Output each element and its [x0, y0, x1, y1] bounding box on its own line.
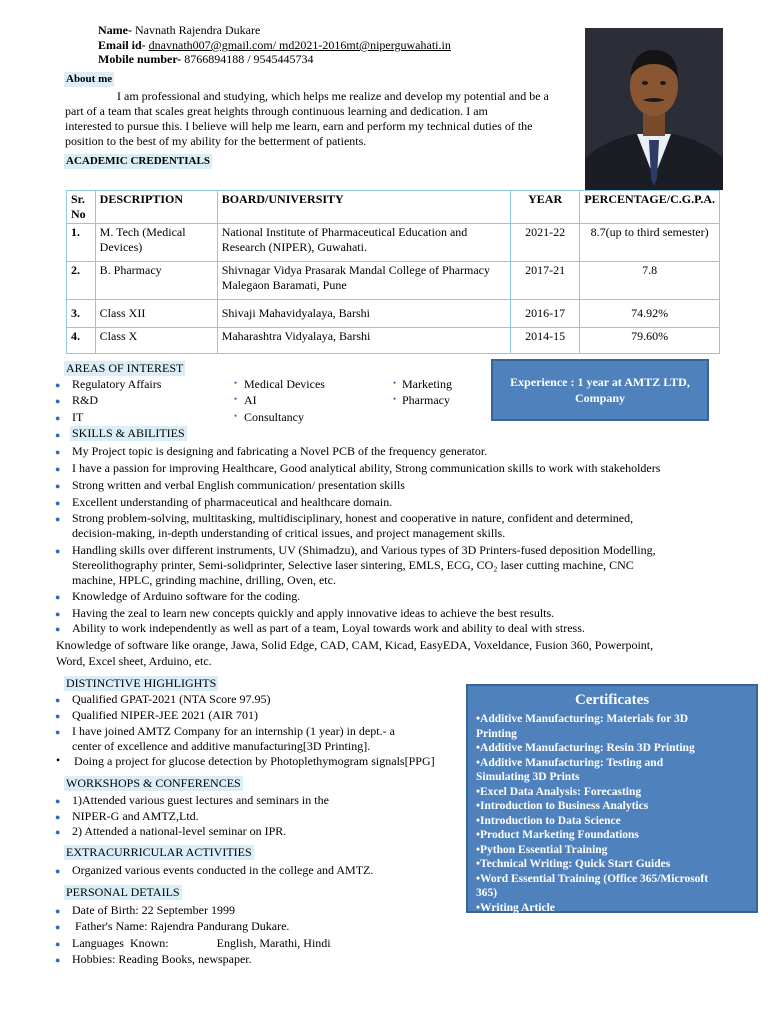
bullet-dot-icon: ●: [55, 922, 61, 932]
skill-item: Ability to work independently as well as part of a team, Loyal towards work and ability to deal with stress.: [72, 621, 585, 635]
skill-item: I have a passion for improving Healthcare, Good analytical ability, Strong communication skills to work with stakeholders: [72, 461, 661, 475]
academic-table: [66, 190, 720, 354]
bullet-dot-icon: ●: [55, 514, 61, 524]
col-header-year: YEAR: [511, 191, 580, 224]
cell-year: 2017-21: [511, 262, 580, 300]
bullet-dot-icon: ●: [55, 592, 61, 602]
workshop-item: 1)Attended various guest lectures and seminars in the: [72, 793, 329, 807]
bullet-dot-icon: ●: [55, 609, 61, 619]
skill-item: Excellent understanding of pharmaceutical and healthcare domain.: [72, 495, 393, 509]
name-line: [98, 23, 260, 38]
cell-board: National Institute of Pharmaceutical Education and Research (NIPER), Guwahati.: [217, 224, 510, 262]
bullet-dot-icon: •: [56, 753, 61, 767]
highlight-item: Qualified NIPER-JEE 2021 (AIR 701): [72, 708, 258, 722]
certificate-item: •Introduction to Data Science: [476, 814, 621, 827]
software-line: Word, Excel sheet, Arduino, etc.: [56, 654, 212, 668]
certificate-item-continued: Simulating 3D Prints: [476, 771, 580, 783]
cell-sr: 2.: [67, 262, 96, 300]
certificate-item: •Excel Data Analysis: Forecasting: [476, 785, 642, 798]
bullet-dot-icon: ●: [55, 396, 61, 406]
cell-description: M. Tech (Medical Devices): [95, 224, 217, 262]
table-row: [67, 224, 720, 262]
bullet-dot-icon: ●: [55, 498, 61, 508]
bullet-dot-icon: •: [234, 411, 238, 421]
cell-description: Class XII: [95, 300, 217, 328]
area-item: Regulatory Affairs: [72, 377, 162, 391]
bullet-dot-icon: ●: [55, 464, 61, 474]
bullet-dot-icon: •: [393, 378, 397, 388]
highlights-heading: DISTINCTIVE HIGHLIGHTS: [66, 676, 217, 690]
about-paragraph: [65, 89, 580, 149]
cell-description: B. Pharmacy: [95, 262, 217, 300]
certificate-item: •Additive Manufacturing: Testing and: [476, 756, 664, 769]
bullet-dot-icon: ●: [55, 380, 61, 390]
about-line: position to the best of my ability for the betterment of patients.: [65, 134, 367, 148]
highlight-item-continued: center of excellence and additive manufacturing[3D Printing].: [72, 739, 371, 753]
table-header-row: [67, 191, 720, 224]
certificate-item-continued: 365): [476, 887, 498, 899]
bullet-dot-icon: ●: [55, 430, 61, 440]
mobile-line: [98, 52, 314, 67]
cell-percentage: 7.8: [580, 262, 720, 300]
certificate-item-continued: Printing: [476, 727, 517, 740]
bullet-dot-icon: •: [234, 394, 238, 404]
extracurricular-item: Organized various events conducted in the college and AMTZ.: [72, 863, 374, 877]
col-header-percentage: PERCENTAGE/C.G.P.A.: [580, 191, 720, 224]
cell-board: Shivnagar Vidya Prasarak Mandal College of Pharmacy Malegaon Baramati, Pune: [217, 262, 510, 300]
email-label: Email id-: [98, 38, 146, 52]
table-row: [67, 300, 720, 328]
certificate-item: •Additive Manufacturing: Materials for 3D: [476, 713, 689, 725]
area-item: AI: [244, 393, 257, 407]
cell-board: Maharashtra Vidyalaya, Barshi: [217, 328, 510, 354]
workshops-heading: WORKSHOPS & CONFERENCES: [66, 776, 241, 790]
mobile-value: 8766894188 / 9545445734: [184, 52, 314, 66]
area-item: Consultancy: [244, 410, 304, 424]
skill-item: Strong problem-solving, multitasking, multidisciplinary, honest and cooperative in nature, confident and determined,: [72, 511, 634, 525]
table-row: [67, 328, 720, 354]
area-item: Marketing: [402, 377, 452, 391]
bullet-dot-icon: •: [393, 394, 397, 404]
name-value: Navnath Rajendra Dukare: [134, 23, 261, 37]
bullet-dot-icon: ●: [55, 727, 61, 737]
email-link[interactable]: dnavnath007@gmail.com/ md2021-2016mt@niperguwahati.in: [148, 38, 451, 52]
about-line: interested to pursue this. I believe will help me learn, earn and perform my technical duties of the: [65, 119, 533, 133]
about-line: I am professional and studying, which helps me realize and develop my potential and be a: [117, 89, 549, 103]
col-header-description: DESCRIPTION: [95, 191, 217, 224]
bullet-dot-icon: ●: [55, 481, 61, 491]
area-item: IT: [72, 410, 84, 424]
certificate-item: •Python Essential Training: [476, 843, 608, 856]
certificates-heading: Certificates: [574, 692, 650, 708]
bullet-dot-icon: ●: [55, 906, 61, 916]
certificate-item: •Word Essential Training (Office 365/Microsoft: [476, 872, 709, 885]
bullet-dot-icon: ●: [55, 695, 61, 705]
table-row: [67, 262, 720, 300]
cell-sr: 1.: [67, 224, 96, 262]
skill-item: Handling skills over different instruments, UV (Shimadzu), and Various types of 3D Printers-fused deposition Modelling,: [72, 543, 656, 557]
skill-item: Strong written and verbal English communication/ presentation skills: [72, 478, 405, 492]
experience-text: Experience : 1 year at AMTZ LTD, Company: [510, 375, 690, 405]
cell-percentage: 8.7(up to third semester): [580, 224, 720, 262]
name-label: Name-: [98, 23, 132, 37]
area-item: R&D: [72, 393, 99, 407]
software-line: Knowledge of software like orange, Jawa, Solid Edge, CAD, CAM, Kicad, EasyEDA, Voxeldance, Fusion 360, Powerpoint,: [56, 638, 654, 652]
cell-sr: 4.: [67, 328, 96, 354]
cell-percentage: 79.60%: [580, 328, 720, 354]
personal-item: Hobbies: Reading Books, newspaper.: [72, 952, 252, 966]
mobile-label: Mobile number-: [98, 52, 182, 66]
workshop-item: NIPER-G and AMTZ,Ltd.: [72, 809, 199, 823]
personal-item: Father's Name: Rajendra Pandurang Dukare.: [72, 919, 290, 933]
bullet-dot-icon: ●: [55, 546, 61, 556]
extracurricular-heading: EXTRACURRICULAR ACTIVITIES: [66, 845, 252, 859]
personal-heading: PERSONAL DETAILS: [66, 885, 180, 899]
col-header-sr: Sr. No: [67, 191, 96, 224]
bullet-dot-icon: ●: [55, 827, 61, 837]
experience-box: [491, 359, 709, 421]
certificate-item: •Technical Writing: Quick Start Guides: [476, 858, 671, 870]
areas-heading: AREAS OF INTEREST: [66, 361, 184, 375]
academic-heading: ACADEMIC CREDENTIALS: [66, 155, 210, 167]
bullet-dot-icon: ●: [55, 812, 61, 822]
bullet-dot-icon: ●: [55, 447, 61, 457]
highlight-item: Qualified GPAT-2021 (NTA Score 97.95): [72, 692, 271, 706]
profile-photo: [585, 28, 723, 190]
workshop-item: 2) Attended a national-level seminar on IPR.: [72, 824, 287, 838]
about-line: part of a team that scales great heights through continuous learning and dedication. I am: [65, 104, 488, 118]
bullet-dot-icon: ●: [55, 796, 61, 806]
email-line: [98, 38, 451, 53]
personal-item: Languages Known: English, Marathi, Hindi: [72, 936, 331, 950]
skills-heading: SKILLS & ABILITIES: [72, 426, 185, 440]
highlight-item: I have joined AMTZ Company for an internship (1 year) in dept.- a: [72, 724, 395, 738]
bullet-dot-icon: ●: [55, 866, 61, 876]
certificate-item: •Writing Article: [476, 901, 555, 914]
certificate-item: •Additive Manufacturing: Resin 3D Printing: [476, 742, 695, 754]
skill-item: Knowledge of Arduino software for the coding.: [72, 589, 301, 603]
certificate-item: •Introduction to Business Analytics: [476, 800, 649, 812]
cell-year: 2014-15: [511, 328, 580, 354]
cell-board: Shivaji Mahavidyalaya, Barshi: [217, 300, 510, 328]
cell-year: 2016-17: [511, 300, 580, 328]
area-item: Medical Devices: [244, 377, 325, 391]
area-item: Pharmacy: [402, 393, 450, 407]
about-heading: About me: [66, 73, 113, 85]
certificates-box: [466, 684, 758, 913]
cell-year: 2021-22: [511, 224, 580, 262]
skill-item-continued: machine, HPLC, grinding machine, drilling, Oven, etc.: [72, 573, 336, 587]
certificate-item: •Product Marketing Foundations: [476, 829, 639, 841]
bullet-dot-icon: ●: [55, 939, 61, 949]
cell-description: Class X: [95, 328, 217, 354]
bullet-dot-icon: ●: [55, 624, 61, 634]
col-header-board: BOARD/UNIVERSITY: [217, 191, 510, 224]
bullet-dot-icon: ●: [55, 955, 61, 965]
person-portrait-icon: [585, 28, 723, 190]
highlight-item: Doing a project for glucose detection by Photoplethymogram signals[PPG]: [74, 754, 435, 768]
bullet-dot-icon: •: [234, 378, 238, 388]
cell-percentage: 74.92%: [580, 300, 720, 328]
cell-sr: 3.: [67, 300, 96, 328]
skill-item: My Project topic is designing and fabricating a Novel PCB of the frequency generator.: [72, 444, 488, 458]
personal-item: Date of Birth: 22 September 1999: [72, 903, 235, 917]
skill-item-continued: Stereolithography printer, Semi-solidprinter, Selective laser sintering, EMLS, ECG, CO₂ laser cutting machine, CNC: [72, 558, 634, 572]
bullet-dot-icon: ●: [55, 413, 61, 423]
bullet-dot-icon: ●: [55, 711, 61, 721]
skill-item: Having the zeal to learn new concepts quickly and apply innovative ideas to achieve the best results.: [72, 606, 555, 620]
skill-item-continued: decision-making, in-depth understanding of critical issues, and project management skills.: [72, 526, 506, 540]
